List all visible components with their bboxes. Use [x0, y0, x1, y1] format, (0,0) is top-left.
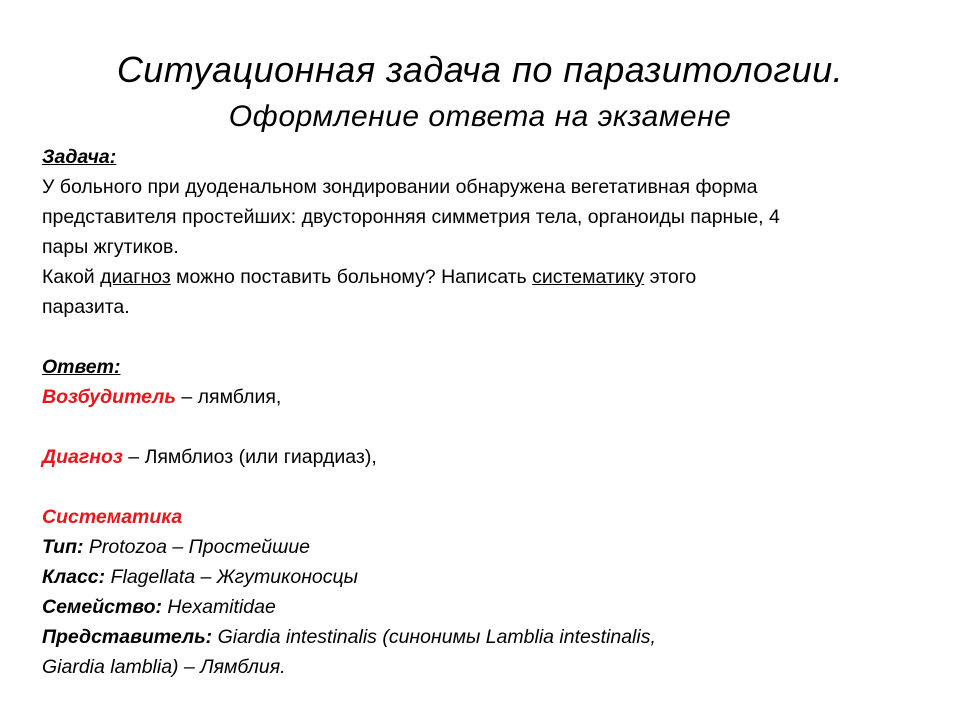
spacer — [42, 472, 922, 502]
slide-subtitle: Оформление ответа на экзамене — [228, 100, 732, 133]
family-label: Семейство: — [42, 596, 162, 618]
systematics-heading: Систематика — [42, 506, 183, 528]
family-value: Hexamitidae — [162, 596, 276, 618]
type-value: Protozoa – Простейшие — [83, 536, 311, 558]
question-keyword-diagnosis: диагноз — [100, 266, 171, 288]
task-heading: Задача: — [42, 146, 117, 168]
diagnosis-value: – Лямблиоз (или гиардиаз), — [122, 446, 377, 468]
answer-heading: Ответ: — [42, 356, 121, 378]
question-part-2: можно поставить больному? Написать — [170, 266, 533, 288]
type-label: Тип: — [42, 536, 84, 558]
task-text-line-3: пары жгутиков. — [42, 236, 179, 258]
answer-agent-line — [42, 382, 922, 412]
spacer — [42, 322, 922, 352]
task-heading-line — [42, 142, 922, 172]
agent-label: Возбудитель — [42, 386, 176, 408]
task-question-line — [42, 262, 922, 292]
representative-line-2 — [42, 652, 922, 682]
representative-value: Giardia intestinalis (синонимы Lamblia intestinalis, — [212, 626, 656, 648]
answer-heading-line — [42, 352, 922, 382]
class-label: Класс: — [42, 566, 106, 588]
slide-title: Ситуационная задача по паразитологии. — [116, 49, 844, 90]
task-text-line-1: У больного при дуоденальном зондировании обнаружена вегетативная форма — [42, 176, 758, 198]
representative-label: Представитель: — [42, 626, 213, 648]
slide-body — [42, 142, 922, 682]
question-part-1: Какой — [42, 266, 101, 288]
representative-line — [42, 622, 922, 652]
type-line — [42, 532, 922, 562]
class-line — [42, 562, 922, 592]
systematics-heading-line — [42, 502, 922, 532]
family-line — [42, 592, 922, 622]
task-text-line-5: паразита. — [42, 296, 130, 318]
agent-value: – лямблия, — [175, 386, 282, 408]
spacer — [42, 412, 922, 442]
question-keyword-systematics: систематику — [532, 266, 645, 288]
representative-value-2: Giardia lamblia) – Лямблия. — [42, 656, 286, 678]
answer-diagnosis-line — [42, 442, 922, 472]
task-text-line-2: представителя простейших: двусторонняя симметрия тела, органоиды парные, 4 — [42, 206, 780, 228]
class-value: Flagellata – Жгутиконосцы — [105, 566, 359, 588]
question-part-3: этого — [644, 266, 697, 288]
diagnosis-label: Диагноз — [42, 446, 123, 468]
